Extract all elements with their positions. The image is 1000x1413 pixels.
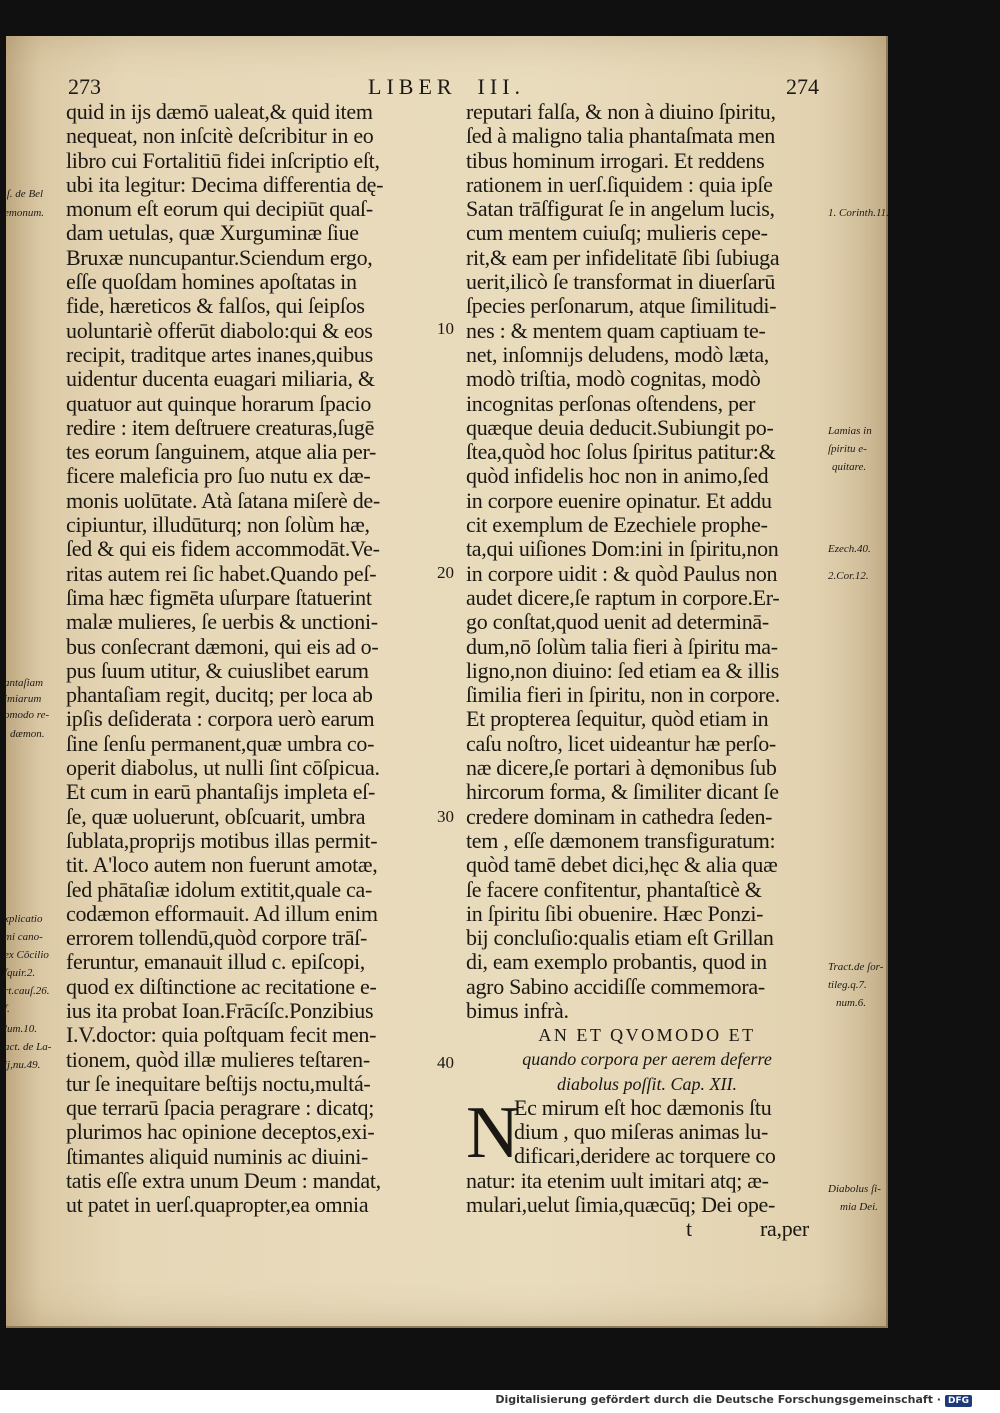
text-line: ſed & qui eis fidem accommodāt.Ve-: [66, 536, 380, 562]
text-line: in corpore uidit : & quòd Paulus non: [466, 560, 778, 586]
margin-note-right: Tract.de ſor-: [828, 961, 884, 973]
text-line: ligno,non diuino: ſed etiam ea & illis: [466, 657, 780, 683]
text-line: incognitas perſonas oſtendens, per: [466, 390, 756, 416]
line-number: 10: [437, 319, 454, 338]
text-line: recipit, traditque artes inanes,quibus: [66, 341, 373, 367]
text-line: ritas autem rei ſic habet.Quando peſ-: [66, 560, 377, 586]
text-line: bus conſecrant dæmoni, qui eis ad o-: [66, 633, 379, 659]
text-line: Et cum in earū phantaſijs impleta eſ-: [66, 779, 376, 805]
catchword-line: [466, 1217, 828, 1241]
text-line: operit diabolus, ut nulli ſint cōſpicua.: [66, 755, 380, 781]
page-number-right: 274: [786, 74, 819, 99]
margin-note-left: dæmon.: [10, 728, 45, 740]
margin-note-left: emonum.: [4, 207, 45, 219]
margin-note-right: Lamias in: [828, 425, 872, 437]
text-line: monis uolūtate. Atà ſatana miſerè de-: [66, 487, 380, 513]
text-line: uidentur ducenta euagari miliaria, &: [66, 366, 375, 392]
margin-note-right: ſpiritu e-: [828, 443, 867, 455]
margin-note-right: mia Dei.: [840, 1201, 878, 1213]
text-line: mulari,uelut ſimia,quæcūq; Dei ope-: [466, 1192, 776, 1218]
text-line: tur ſe inequitare beſtijs noctu,multá-: [66, 1070, 371, 1096]
text-line: quatuor aut quinque horarum ſpacio: [66, 390, 372, 416]
dfg-logo: DFG: [945, 1395, 972, 1407]
chapter-heading: AN ET QVOMODO ET: [538, 1025, 756, 1045]
text-line: rit,& eam per infidelitatē ſibi ſubiuga: [466, 244, 780, 270]
margin-note-right: 2.Cor.12.: [828, 570, 869, 582]
text-line: quod ex diſtinctione ac recitatione e-: [66, 973, 377, 999]
text-line: libro cui Fortalitiū fidei inſcriptio eſt,: [66, 147, 380, 173]
text-line: ſima hæc figmēta uſurpare ſtatuerint: [66, 584, 372, 610]
text-line: Bruxæ nuncupantur.Sciendum ergo,: [66, 244, 373, 270]
text-line: ſed à maligno talia phantaſmata men: [466, 123, 775, 149]
text-line: in ſpiritu ſibi obuenire. Hæc Ponzi-: [466, 900, 764, 926]
dropcap-letter: N: [466, 1091, 520, 1174]
text-line: bimus infrà.: [466, 997, 569, 1023]
text-line: codæmon efformauit. Ad illum enim: [66, 900, 378, 926]
text-line: fide, hæreticos & falſos, qui ſeipſos: [66, 293, 365, 319]
footer-text: Digitalisierung gefördert durch die Deutsche Forschungsgemeinschaft ·: [495, 1393, 941, 1406]
text-line: nes : & mentem quam captiuam te-: [466, 317, 766, 343]
catchword: ra,per: [760, 1216, 809, 1242]
catchword-fragment: t: [686, 1216, 692, 1242]
text-line: ſe facere confitentur, phantaſticè &: [466, 876, 762, 902]
text-line: tatis eſſe extra unum Deum : mandat,: [66, 1168, 381, 1194]
text-line: ſtimantes aliquid numinis ac diuini-: [66, 1143, 369, 1169]
text-line: reputari falſa, & non à diuino ſpiritu,: [466, 99, 776, 124]
running-title: LIBER III.: [368, 74, 526, 99]
text-line: phantaſiam regit, ducitq; per loca ab: [66, 682, 373, 708]
text-line: redire : item deſtruere creaturas,ſugē: [66, 414, 375, 440]
text-line: ſine ſenſu permanent,quæ umbra co-: [66, 730, 375, 756]
margin-note-left: act. de La-: [4, 1041, 52, 1053]
text-line: ta,qui uiſiones Dom:ini in ſpiritu,non: [466, 536, 779, 562]
dropcap-paragraph: [466, 1091, 828, 1174]
text-line: ſe, quæ uoluerunt, obſcuarit, umbra: [66, 803, 366, 829]
margin-note-left: ſ.: [4, 1003, 10, 1015]
margin-note-left: omodo re-: [4, 709, 50, 721]
text-line: go conſtat,quod uenit ad determinā-: [466, 609, 769, 635]
text-line: Et propterea ſequitur, quòd etiam in: [466, 706, 769, 732]
margin-note-left: xplicatio: [4, 913, 43, 925]
line-number: 30: [437, 807, 454, 826]
margin-note-left: mi cano-: [4, 931, 43, 943]
text-line: hircorum forma, & ſimiliter dicant ſe: [466, 779, 779, 805]
left-text-column: [66, 100, 434, 1218]
text-line: uoluntariè offerūt diabolo:qui & eos: [66, 317, 373, 343]
text-line: dam uetulas, quæ Xurguminæ ſiue: [66, 220, 359, 246]
margin-note-right: num.6.: [836, 997, 866, 1009]
text-line: ut patet in uerſ.quapropter,ea omnia: [66, 1192, 369, 1218]
text-line: Ec mirum eſt hoc dæmonis ſtu: [514, 1094, 772, 1120]
text-line: ſimilia fieri in ſpiritu, non in corpore.: [466, 682, 780, 708]
text-line: dium , quo miſeras animas lu-: [514, 1119, 769, 1145]
margin-note-left: .ſ. de Bel: [4, 188, 44, 200]
text-line: agro Sabino accidiſſe commemora-: [466, 973, 765, 999]
text-line: tem , eſſe dæmonem transfiguratum:: [466, 827, 776, 853]
text-line: tionem, quòd illæ mulieres teſtaren-: [66, 1046, 370, 1072]
margin-note-left: imiarum: [4, 693, 42, 705]
margin-note-left: antaſiam: [4, 677, 44, 689]
page-number-left: 273: [68, 74, 101, 99]
margin-note-left: ſquir.2.: [4, 967, 36, 979]
margin-note-left: rt.cauſ.26.: [4, 985, 50, 997]
text-line: cum mentem cuiuſq; mulieris cepe-: [466, 220, 768, 246]
footer-credit: [495, 1393, 972, 1407]
margin-note-right: Diabolus ſi-: [828, 1183, 881, 1195]
line-number: 20: [437, 563, 454, 582]
text-line: quæque deuia deducit.Subiungit po-: [466, 414, 774, 440]
text-line: malæ mulieres, ſe uerbis & unctioni-: [66, 609, 378, 635]
text-line: net, inſomnijs deludens, modò læta,: [466, 341, 769, 367]
text-line: dificari,deridere ac torquere co: [514, 1143, 776, 1169]
text-line: ſed phātaſiæ idolum extitit,quale ca-: [66, 876, 372, 902]
margin-note-left: ij,nu.49.: [4, 1059, 41, 1071]
text-line: quòd infidelis hoc non in animo,ſed: [466, 463, 769, 489]
text-line: natur: ita etenim uult imitari atq; æ-: [466, 1167, 769, 1193]
chapter-subheading-2: diabolus poſſit. Cap. XII.: [557, 1073, 737, 1094]
text-line: tes eorum ſanguinem, atque alia per-: [66, 439, 377, 465]
margin-note-left: ex Cōcilio: [4, 949, 49, 961]
line-number: 40: [437, 1053, 454, 1072]
text-line: cit exemplum de Ezechiele prophe-: [466, 512, 768, 538]
text-line: quid in ijs dæmō ualeat,& quid item: [66, 99, 373, 124]
text-line: ficere maleficia pro ſuo nutu ex dæ-: [66, 463, 371, 489]
text-line: uerit,ilicò ſe transformat in diuerſarū: [466, 269, 776, 295]
text-line: ſpecies perſonarum, atque ſimilitudi-: [466, 293, 777, 319]
text-line: credere dominam in cathedra ſeden-: [466, 803, 773, 829]
text-line: que terrarū ſpacia peragrare : dicatq;: [66, 1095, 375, 1121]
text-line: ſtea,quòd hoc ſolus ſpiritus patitur:&: [466, 439, 776, 465]
margin-note-left: lum.10.: [4, 1023, 37, 1035]
text-line: feruntur, emanauit illud c. epiſcopi,: [66, 949, 365, 975]
text-line: audet dicere,ſe raptum in corpore.Er-: [466, 584, 780, 610]
text-line: rationem in uerſ.ſiquidem : quia ipſe: [466, 171, 773, 197]
margin-note-right: Ezech.40.: [828, 543, 871, 555]
right-text-column: [466, 100, 828, 1023]
text-line: caſu noſtro, licet uideantur hæ perſo-: [466, 730, 776, 756]
margin-note-right: quitare.: [832, 461, 867, 473]
text-line: ius ita probat Ioan.Frācíſc.Ponzibius: [66, 997, 374, 1023]
chapter-block: [466, 1023, 828, 1242]
text-line: in corpore euenire opinatur. Et addu: [466, 487, 772, 513]
text-line: Satan trāſfigurat ſe in angelum lucis,: [466, 196, 775, 222]
text-line: bij concluſio:qualis etiam eſt Grillan: [466, 925, 774, 951]
text-line: tibus hominum irrogari. Et reddens: [466, 147, 765, 173]
text-line: quòd tamē debet dici,hęc & alia quæ: [466, 852, 778, 878]
chapter-subheading-1: quando corpora per aerem deferre: [522, 1049, 772, 1070]
text-line: eſſe quoſdam homines apoſtatas in: [66, 269, 357, 295]
margin-note-right: tileg.q.7.: [828, 979, 867, 991]
text-line: plurimos hac opinione deceptos,exi-: [66, 1119, 375, 1145]
margin-note-right: 1. Corinth.11.: [828, 207, 889, 219]
text-line: monum eſt eorum qui decipiūt quaſ-: [66, 196, 373, 222]
text-line: dum,nō ſolùm talia fieri à ſpiritu ma-: [466, 633, 778, 659]
text-line: tit. A'loco autem non fuerunt amotæ,: [66, 852, 378, 878]
text-line: modò triſtia, modò cognitas, modò: [466, 366, 761, 392]
text-line: di, eam exemplo probantis, quod in: [466, 949, 767, 975]
text-line: pus ſuum utitur, & cuiuslibet earum: [66, 657, 369, 683]
text-line: cipiuntur, illudūturq; non ſolùm hæ,: [66, 512, 370, 538]
text-line: errorem tollendū,quòd corpore trāſ-: [66, 925, 368, 951]
text-line: I.V.doctor: quia poſtquam fecit men-: [66, 1022, 377, 1048]
text-line: næ dicere,ſe portari à dęmonibus ſub: [466, 755, 777, 781]
text-line: ubi ita legitur: Decima differentia dę-: [66, 171, 384, 197]
text-line: nequeat, non inſcitè deſcribitur in eo: [66, 123, 374, 149]
text-line: ipſis deſiderata : corpora uerò earum: [66, 706, 375, 732]
text-line: ſublata,proprijs motibus illas permit-: [66, 827, 378, 853]
